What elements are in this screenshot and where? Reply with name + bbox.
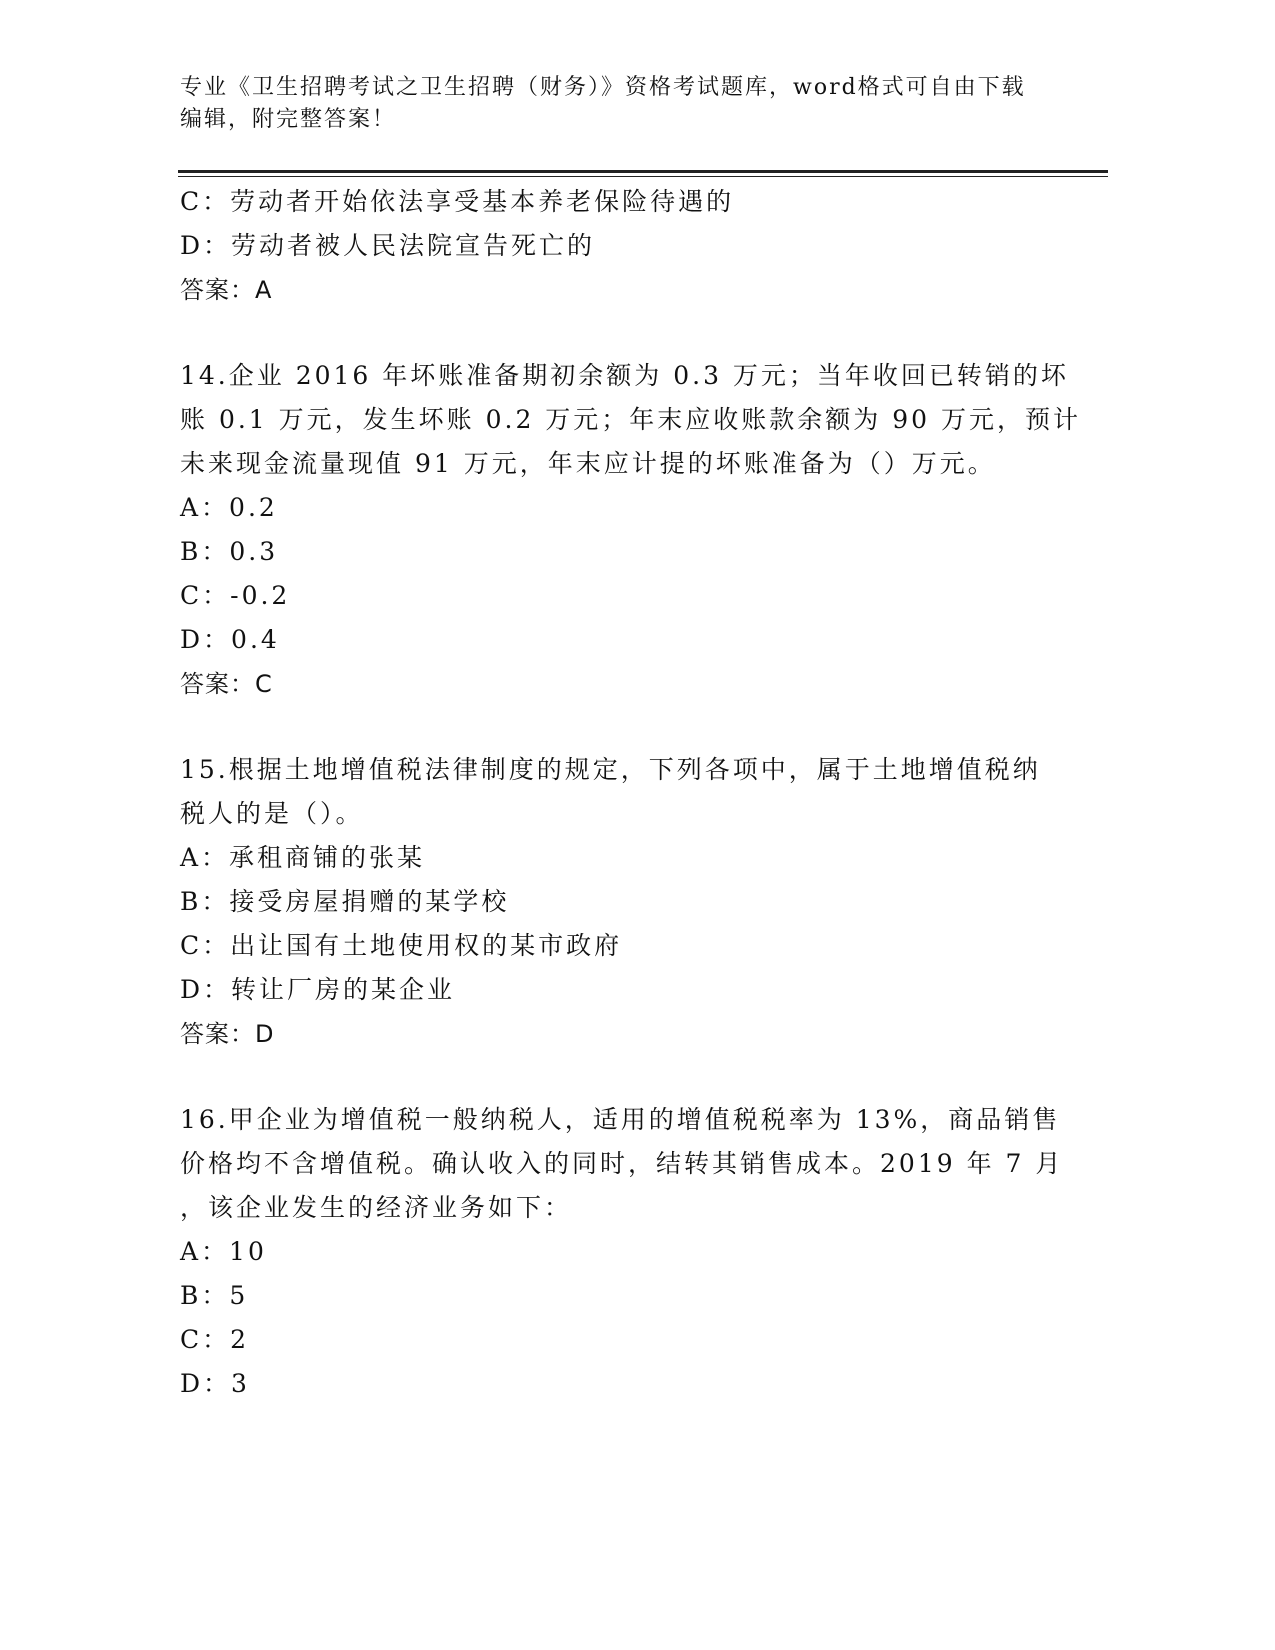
answer: 答案：A	[180, 276, 273, 304]
question-text-line: ，该企业发生的经济业务如下：	[180, 1193, 573, 1222]
question-16	[180, 1098, 1080, 1406]
header-divider-thin	[178, 176, 1108, 177]
header-divider-thick	[178, 170, 1108, 173]
option-a: A：承租商铺的张某	[180, 843, 426, 872]
answer: 答案：D	[180, 1020, 275, 1048]
option-c: C：-0.2	[180, 581, 291, 610]
question-13-tail	[180, 180, 1080, 312]
spacer	[180, 312, 1080, 354]
option-d: D：转让厂房的某企业	[180, 975, 456, 1004]
question-content	[180, 180, 1080, 1406]
document-header	[180, 72, 1080, 136]
option-a: A：10	[180, 1237, 267, 1266]
question-text-line: 未来现金流量现值 91 万元，年末应计提的坏账准备为（）万元。	[180, 449, 996, 478]
option-d: D：0.4	[180, 625, 280, 654]
question-text-line: 价格均不含增值税。确认收入的同时，结转其销售成本。2019 年 7 月	[180, 1149, 1064, 1178]
answer: 答案：C	[180, 670, 273, 698]
question-text-line: 账 0.1 万元，发生坏账 0.2 万元；年末应收账款余额为 90 万元，预计	[180, 405, 1082, 434]
question-14	[180, 354, 1080, 706]
option-c: C：2	[180, 1325, 250, 1354]
option-b: B：0.3	[180, 537, 279, 566]
spacer	[180, 1056, 1080, 1098]
question-15	[180, 748, 1080, 1056]
option-c: C：劳动者开始依法享受基本养老保险待遇的	[180, 187, 735, 216]
question-text-line: 14.企业 2016 年坏账准备期初余额为 0.3 万元；当年收回已转销的坏	[180, 361, 1069, 390]
option-d: D：3	[180, 1369, 250, 1398]
header-line-2: 编辑，附完整答案！	[180, 107, 397, 132]
option-d: D：劳动者被人民法院宣告死亡的	[180, 231, 596, 260]
header-line-1: 专业《卫生招聘考试之卫生招聘（财务）》资格考试题库，word格式可自由下载	[180, 75, 1026, 100]
option-a: A：0.2	[180, 493, 278, 522]
option-c: C：出让国有土地使用权的某市政府	[180, 931, 623, 960]
option-b: B：5	[180, 1281, 249, 1310]
question-text-line: 15.根据土地增值税法律制度的规定，下列各项中，属于土地增值税纳	[180, 755, 1041, 784]
spacer	[180, 706, 1080, 748]
question-text-line: 16.甲企业为增值税一般纳税人，适用的增值税税率为 13%，商品销售	[180, 1105, 1061, 1134]
option-b: B：接受房屋捐赠的某学校	[180, 887, 510, 916]
question-text-line: 税人的是（）。	[180, 799, 364, 828]
